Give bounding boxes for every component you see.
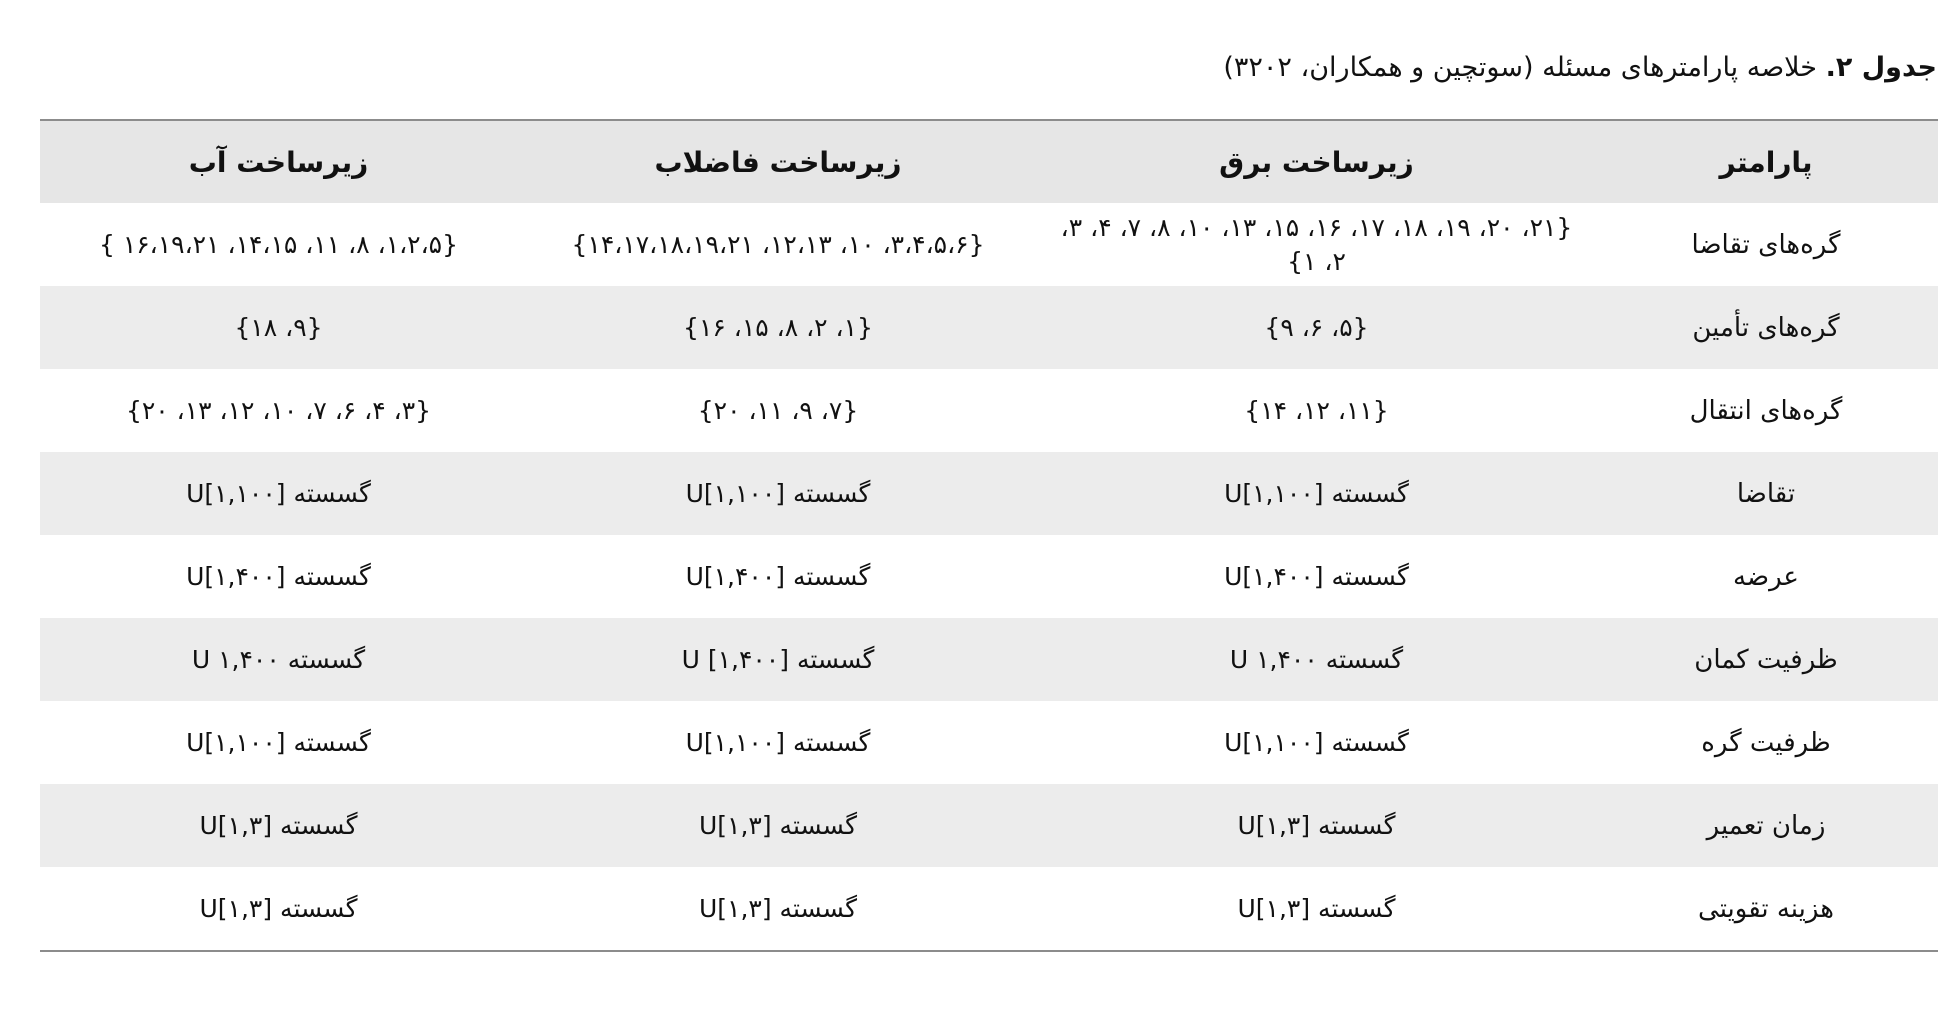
row-label: گره‌های انتقال xyxy=(1689,395,1843,426)
table-cell: گسسته U[۱,۳] xyxy=(1237,810,1396,840)
row-label: گره‌های تأمین xyxy=(1692,312,1840,343)
table-cell: گسسته U[۱,۳] xyxy=(1237,893,1396,923)
table-cell: {۹، ۱۸} xyxy=(234,312,323,342)
parameters-table xyxy=(40,121,1938,950)
table-cell: {۱۱، ۱۲، ۱۴} xyxy=(1244,395,1389,425)
table-row xyxy=(40,784,1938,867)
table-row xyxy=(40,701,1938,784)
table-row xyxy=(40,286,1938,369)
table-cell: گسسته U[۱,۱۰۰] xyxy=(685,727,871,757)
table-cell: گسسته U[۱,۳] xyxy=(698,893,857,923)
row-label: ظرفیت کمان xyxy=(1694,644,1838,675)
table-cell: {۲۱، ۲۰، ۱۹، ۱۸، ۱۷، ۱۶، ۱۵، ۱۳، ۱۰، ۸، ۷، ۴، ۳، ۲، ۱} xyxy=(1060,212,1573,276)
table-cell: گسسته U ۱,۴۰۰ xyxy=(1229,644,1404,674)
table-cell: {۳، ۴، ۶، ۷، ۱۰، ۱۲، ۱۳، ۲۰} xyxy=(125,395,432,425)
table-caption xyxy=(1223,48,1937,88)
row-label: گره‌های تقاضا xyxy=(1691,229,1841,260)
table-cell: گسسته U ۱,۴۰۰ xyxy=(191,644,366,674)
table-cell: {۵، ۶، ۹} xyxy=(1264,312,1369,342)
table-cell: گسسته U[۱,۱۰۰] xyxy=(1224,727,1409,757)
header-electricity: زیرساخت برق xyxy=(1219,145,1414,179)
row-label: تقاضا xyxy=(1736,478,1796,509)
table-cell: {۱، ۲، ۸، ۱۵، ۱۶} xyxy=(683,312,873,342)
table-row xyxy=(40,203,1938,286)
header-parameter: پارامتر xyxy=(1719,145,1813,179)
table-cell: گسسته U[۱,۱۰۰] xyxy=(685,478,871,508)
table-cell: گسسته U[۱,۴۰۰] xyxy=(186,561,371,591)
table-cell: گسسته U[۱,۱۰۰] xyxy=(186,478,371,508)
parameters-table-wrapper xyxy=(40,119,1938,952)
row-label: ظرفیت گره xyxy=(1701,727,1831,758)
caption-label: جدول ۲. xyxy=(1825,52,1937,83)
table-cell: گسسته U[۱,۴۰۰] xyxy=(1224,561,1409,591)
table-cell: گسسته U[۱,۳] xyxy=(698,810,857,840)
row-label: زمان تعمیر xyxy=(1706,810,1826,841)
row-label: عرضه xyxy=(1733,561,1799,592)
table-cell: {۷، ۹، ۱۱، ۲۰} xyxy=(697,395,859,425)
table-row xyxy=(40,867,1938,950)
table-row xyxy=(40,618,1938,701)
table-cell: گسسته U[۱,۴۰۰] xyxy=(685,561,871,591)
row-label: هزینه تقویتی xyxy=(1698,893,1834,924)
table-header-row xyxy=(40,121,1938,203)
table-row xyxy=(40,452,1938,535)
table-cell: گسسته U[۱,۱۰۰] xyxy=(1224,478,1409,508)
header-wastewater: زیرساخت فاضلاب xyxy=(654,145,902,179)
table-cell: گسسته U[۱,۳] xyxy=(199,810,358,840)
table-cell: {۱،۲،۵، ۸، ۱۱، ۱۴،۱۵، ۱۶،۱۹،۲۱ } xyxy=(98,229,459,259)
header-water: زیرساخت آب xyxy=(188,145,369,179)
caption-text: خلاصه پارامترهای مسئله (سوتچین و همکاران، ۳۲۰۲) xyxy=(1223,52,1817,83)
table-cell: گسسته U[۱,۳] xyxy=(199,893,358,923)
table-cell: {۳،۴،۵،۶، ۱۰، ۱۲،۱۳، ۱۴،۱۷،۱۸،۱۹،۲۱} xyxy=(571,229,985,259)
table-row xyxy=(40,535,1938,618)
table-cell: گسسته U[۱,۱۰۰] xyxy=(186,727,371,757)
table-cell: گسسته U [۱,۴۰۰] xyxy=(681,644,875,674)
table-row xyxy=(40,369,1938,452)
